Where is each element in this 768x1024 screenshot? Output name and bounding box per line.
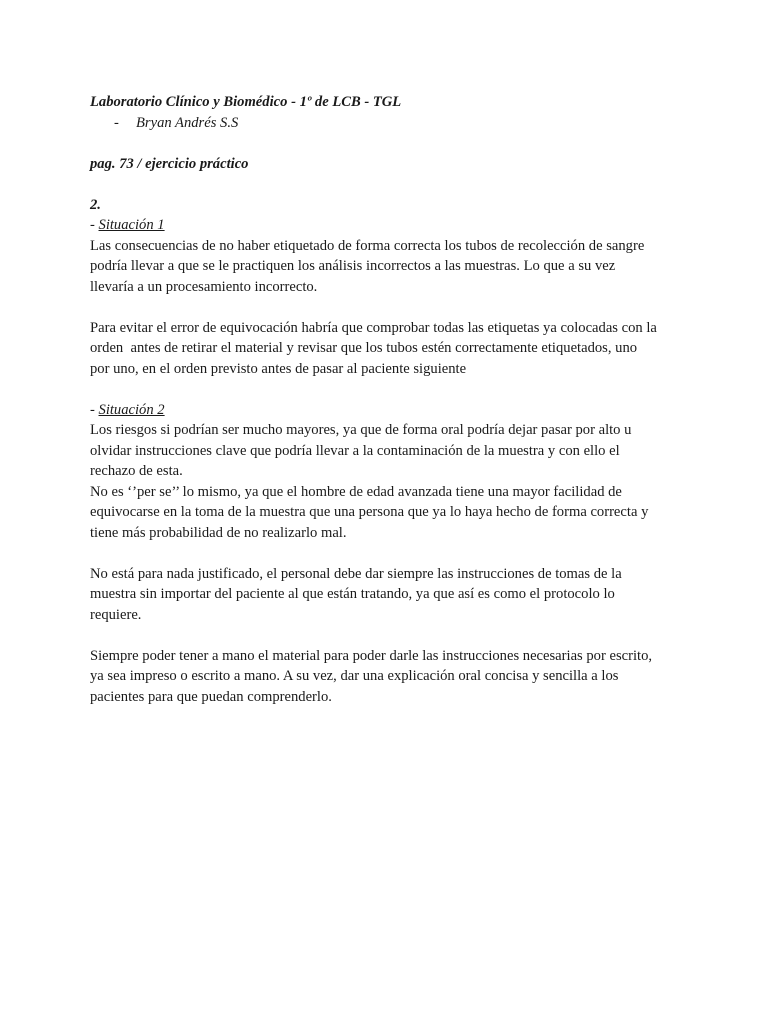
document-title: Laboratorio Clínico y Biomédico - 1º de LCB - TGL — [90, 94, 402, 110]
text-line: llevaría a un procesamiento incorrecto. — [90, 278, 318, 295]
text-line: equivocarse en la toma de la muestra que una persona que ya lo haya hecho de forma correcta y — [90, 504, 649, 520]
spacer — [90, 379, 690, 400]
text-line: por uno, en el orden previsto antes de pasar al paciente siguiente — [90, 360, 467, 377]
text-line: orden antes de retirar el material y revisar que los tubos estén correctamente etiquetados, uno — [90, 340, 638, 356]
text-line: rechazo de esta. — [90, 463, 183, 479]
text-line: Las consecuencias de no haber etiquetado de forma correcta los tubos de recolección de sangre — [90, 237, 645, 254]
spacer — [90, 543, 690, 564]
situation-1-title: Situación 1 — [98, 217, 165, 233]
text-line: tiene más probabilidad de no realizarlo mal. — [90, 524, 347, 541]
situation-1-heading — [90, 215, 690, 236]
text-line: Para evitar el error de equivocación habría que comprobar todas las etiquetas ya colocadas con la — [90, 319, 657, 336]
text-line: ya sea impreso o escrito a mano. A su vez, dar una explicación oral concisa y sencilla a los — [90, 668, 619, 684]
spacer — [90, 174, 690, 195]
situation-2-paragraph-2 — [90, 564, 690, 626]
text-line: muestra sin importar del paciente al que están tratando, ya que así es como el protocolo lo — [90, 586, 615, 602]
situation-1-prefix: - — [90, 217, 99, 233]
spacer — [90, 297, 690, 318]
situation-2-prefix: - — [90, 401, 99, 418]
situation-1-paragraph-2 — [90, 318, 690, 380]
page-reference: pag. 73 / ejercicio práctico — [90, 155, 249, 172]
text-line: podría llevar a que se le practiquen los análisis incorrectos a las muestras. Lo que a su vez — [90, 258, 616, 274]
situation-2-paragraph-1 — [90, 420, 690, 543]
exercise-number: 2. — [90, 196, 101, 213]
situation-1-paragraph-1 — [90, 236, 690, 298]
document-page — [90, 92, 690, 707]
author-name: Bryan Andrés S.S — [136, 114, 239, 131]
author-line — [90, 113, 690, 134]
text-line: Siempre poder tener a mano el material para poder darle las instrucciones necesarias por escrito, — [90, 647, 653, 664]
text-line: No está para nada justificado, el personal debe dar siempre las instrucciones de tomas de la — [90, 565, 622, 582]
text-line: requiere. — [90, 606, 142, 623]
text-line: pacientes para que puedan comprenderlo. — [90, 688, 332, 705]
situation-2-heading — [90, 400, 690, 421]
author-bullet: - — [114, 114, 119, 131]
text-line: Los riesgos si podrían ser mucho mayores, ya que de forma oral podría dejar pasar por alto u — [90, 422, 632, 438]
situation-2-title: Situación 2 — [98, 401, 165, 418]
text-line: olvidar instrucciones clave que podría llevar a la contaminación de la muestra y con ello el — [90, 442, 620, 459]
spacer — [90, 625, 690, 646]
spacer — [90, 133, 690, 154]
situation-2-paragraph-3 — [90, 646, 690, 708]
text-line: No es ‘’per se’’ lo mismo, ya que el hombre de edad avanzada tiene una mayor facilidad de — [90, 483, 622, 500]
